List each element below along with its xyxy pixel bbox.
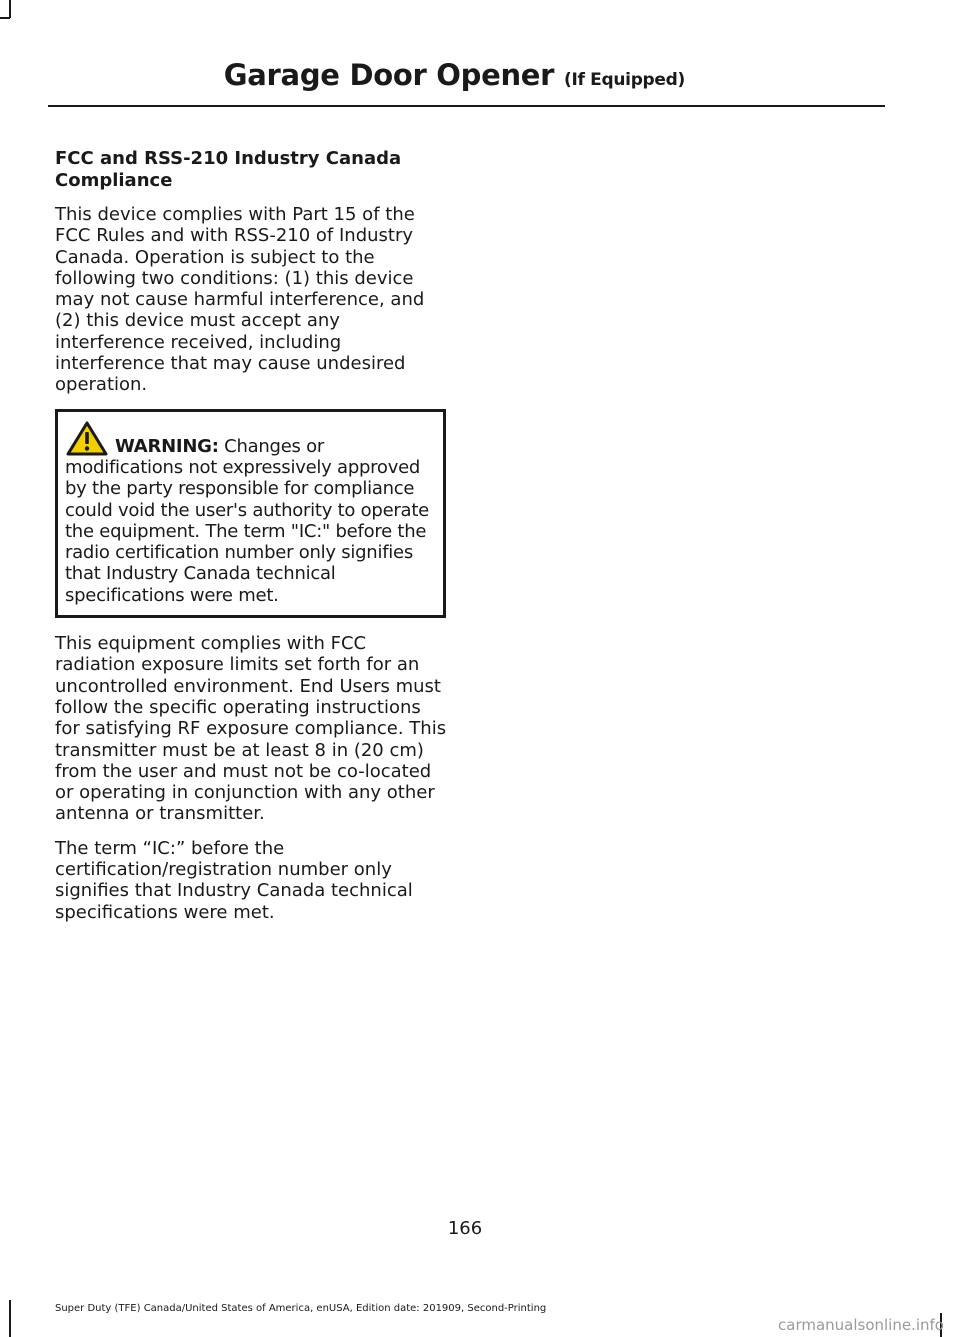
warning-text-block	[65, 436, 436, 606]
watermark: carmanualsonline.info	[778, 1316, 944, 1334]
warning-triangle-icon	[66, 421, 108, 457]
page-title-suffix: (If Equipped)	[563, 70, 685, 90]
section-heading: FCC and RSS-210 Industry Canada Compliance	[55, 148, 402, 191]
rf-exposure-paragraph: This equipment complies with FCC radiation exposure limits set forth for an uncontrolled environment. End Users must follow the specific operating instructions for satisfying RF exposure compliance. This transmitter must be at least 8 in (20 cm) from the user and must not be co-located or operating in conjunction with any other antenna or transmitter.	[55, 633, 447, 825]
content-column	[55, 148, 447, 936]
crop-mark-top-left	[0, 17, 10, 19]
compliance-paragraph: This device complies with Part 15 of the FCC Rules and with RSS-210 of Industry Canada. Operation is subject to the following two conditions: (1) this device may not cause harmful interference, and (2) this device must accept any interference received, including interference that may cause undesired operation.	[55, 204, 425, 396]
warning-label: WARNING:	[115, 435, 219, 457]
header-divider	[48, 105, 885, 107]
ic-term-paragraph: The term “IC:” before the certification/registration number only signifies that Industry Canada technical specifications were met.	[55, 837, 413, 923]
crop-mark-top-left	[9, 0, 11, 18]
page-title-text: Garage Door Opener	[223, 58, 555, 92]
page-number: 166	[447, 1218, 483, 1239]
warning-text: Changes or modifications not expressively approved by the party responsible for compliance could void the user's authority to operate the equipment. The term "IC:" before the radio certification number only signifies that Industry Canada technical specifications were met.	[65, 435, 429, 606]
footer-edition-text: Super Duty (TFE) Canada/United States of America, enUSA, Edition date: 201909, Second-Printing	[55, 1303, 547, 1314]
crop-mark-bottom-left	[9, 1300, 11, 1337]
warning-box	[55, 409, 446, 618]
page-title	[224, 58, 685, 92]
